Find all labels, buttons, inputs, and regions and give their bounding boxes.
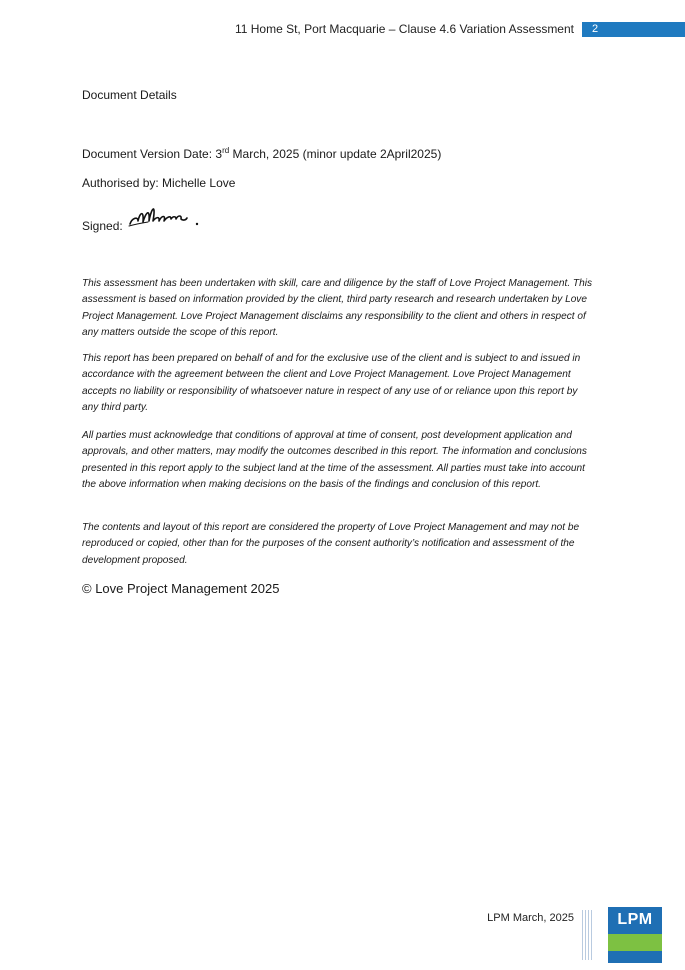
authorised-by: Authorised by: Michelle Love [82,176,236,190]
signature-image [126,202,206,232]
signed-label: Signed: [82,219,123,233]
logo-text: LPM [608,907,662,934]
version-superscript: rd [222,146,230,155]
logo-blue-band [608,951,662,963]
page-header [235,21,685,37]
version-date [82,147,441,161]
copyright-notice: © Love Project Management 2025 [82,581,280,596]
footer-divider-lines [582,910,596,960]
footer-date: LPM March, 2025 [487,912,574,924]
version-rest: March, 2025 (minor update 2April2025) [229,147,442,161]
disclaimer-paragraph: This report has been prepared on behalf of and for the exclusive use of the client and is subject to and issued in accordance with the agreement between the client and Love Project Management. Love Project Management accepts no liability or responsibility of whatsoever nature in respect of any use of or reliance upon this report by any third party. [82,353,581,413]
disclaimer-paragraph: All parties must acknowledge that conditions of approval at time of consent, post development application and approvals, and other matters, may modify the outcomes described in this report. The information and conclusions presented in this report apply to the subject land at the time of the assessment. All parties must take into account the above information when making decisions on the basis of the findings and conclusion of this report. [82,430,587,490]
header-title: 11 Home St, Port Macquarie – Clause 4.6 Variation Assessment [234,22,574,36]
disclaimer-paragraph: This assessment has been undertaken with skill, care and diligence by the staff of Love Project Management. This assessment is based on information provided by the client, third party research and research undertaken by Love Project Management. Love Project Management disclaims any responsibility to the client and others in respect of any matters outside the scope of this report. [82,278,593,338]
logo-green-band [608,934,662,951]
disclaimer-paragraph: The contents and layout of this report are considered the property of Love Project Management and may not be reproduced or copied, other than for the purposes of the consent authority’s notification and assessment of the development proposed. [82,522,580,566]
lpm-logo [608,907,662,963]
section-title: Document Details [82,88,177,102]
version-label: Document Version Date: 3 [82,147,223,161]
page-number: 2 [582,22,685,37]
